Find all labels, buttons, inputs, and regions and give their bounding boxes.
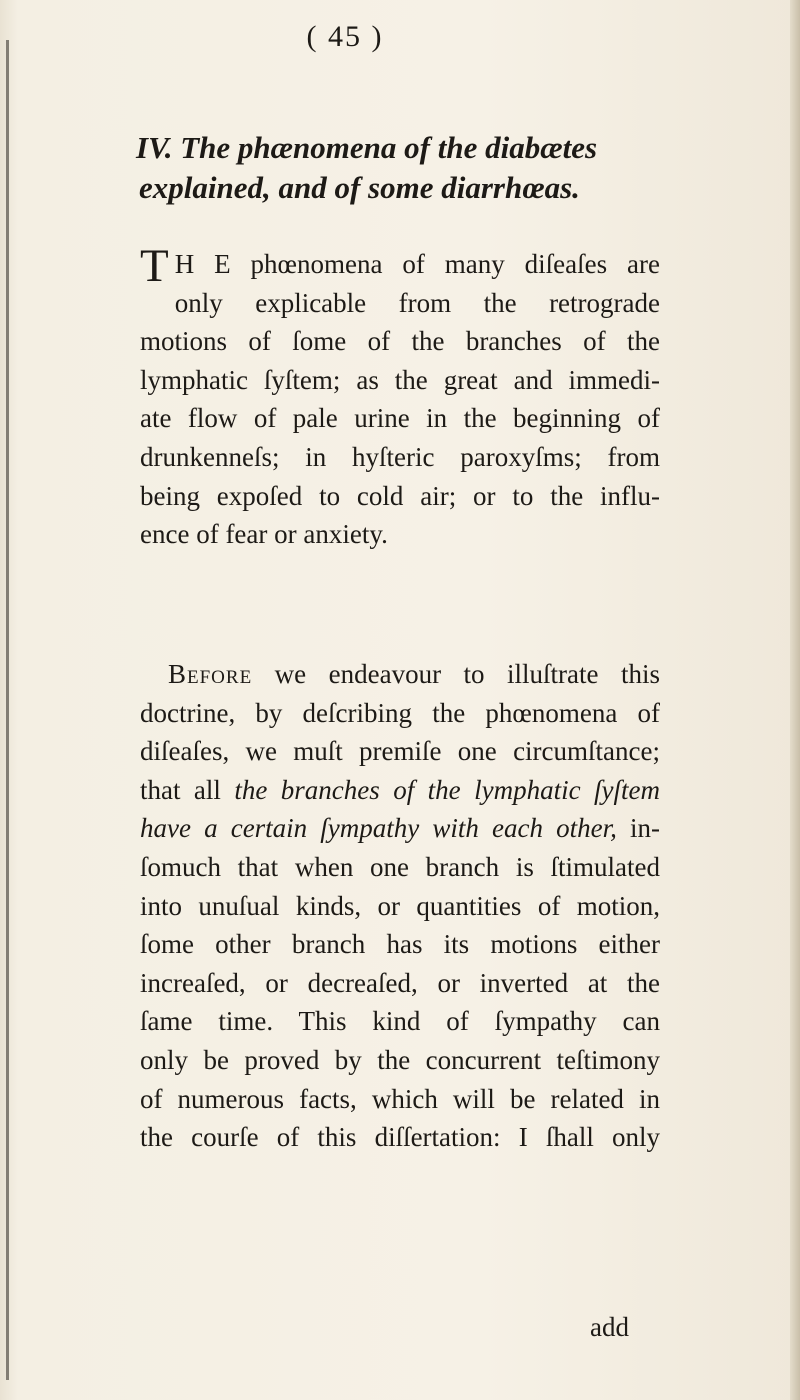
para1-line: drunkenneſs; in hyſteric paroxyſms; from xyxy=(140,441,660,472)
paragraph-1 xyxy=(140,240,660,554)
para2-line: the courſe of this diſſertation: I ſhall only xyxy=(140,1122,660,1153)
para2-line4-italic: the branches of the lymphatic ſyſtem xyxy=(234,774,660,805)
para1-line: only explicable from the retrograde xyxy=(174,287,660,318)
drop-cap: T xyxy=(140,240,169,292)
para2-line xyxy=(140,771,660,810)
para2-line: doctrine, by deſcribing the phœnomena of xyxy=(140,697,660,728)
page-right-edge xyxy=(790,0,800,1400)
para2-line1-text: we endeavour to illuſtrate this xyxy=(274,659,661,689)
heading-line-2: explained, and of some diarrhœas. xyxy=(139,170,580,205)
para2-line: diſeaſes, we muſt premiſe one circumſtance; xyxy=(140,736,660,767)
para2-line: ſome other branch has its motions either xyxy=(140,929,660,960)
para2-line5-plain: in- xyxy=(630,813,660,844)
para2-line4-plain: that all xyxy=(140,774,221,805)
section-heading xyxy=(136,128,696,208)
para1-line: ence of fear or anxiety. xyxy=(140,519,388,550)
para2-line xyxy=(140,809,660,848)
para2-lead-word: Before xyxy=(168,659,253,689)
para1-line: ate flow of pale urine in the beginning of xyxy=(140,403,660,434)
para2-line5-italic: have a certain ſympathy with each other, xyxy=(140,813,617,844)
para1-line: H E phœnomena of many diſeaſes are xyxy=(174,249,660,279)
para2-line: increaſed, or decreaſed, or inverted at the xyxy=(140,967,660,998)
page-number: ( 45 ) xyxy=(306,20,384,53)
para1-line: being expoſed to cold air; or to the influ- xyxy=(140,480,660,511)
heading-line-1: IV. The phænomena of the diabætes xyxy=(136,130,598,165)
para2-line: only be proved by the concurrent teſtimony xyxy=(140,1044,660,1075)
paragraph-2 xyxy=(140,655,660,1157)
para2-line: ſame time. This kind of ſympathy can xyxy=(140,1006,660,1037)
page-binding-edge xyxy=(6,40,9,1380)
catchword: add xyxy=(590,1312,629,1342)
para2-line: into unuſual kinds, or quantities of motion, xyxy=(140,890,660,921)
para2-line: of numerous facts, which will be related in xyxy=(140,1083,660,1114)
para2-line: ſomuch that when one branch is ſtimulated xyxy=(140,851,660,882)
para2-line xyxy=(140,655,660,694)
para1-line: motions of ſome of the branches of the xyxy=(140,326,660,357)
para1-line: lymphatic ſyſtem; as the great and immedi- xyxy=(140,364,660,395)
